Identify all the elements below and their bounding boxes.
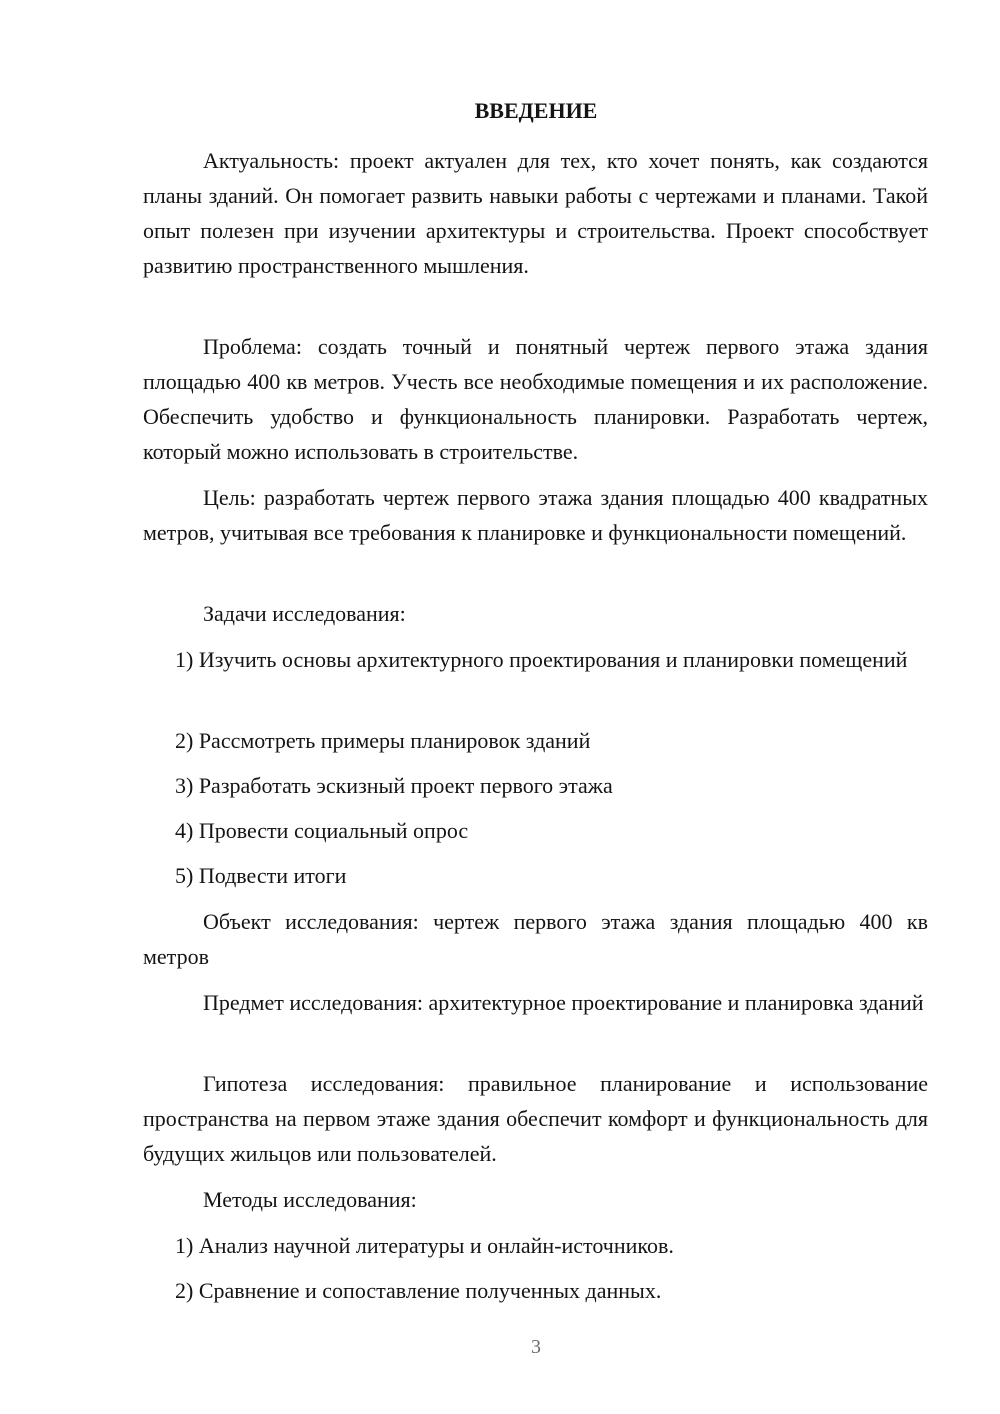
subject-paragraph: Предмет исследования: архитектурное проектирование и планировка зданий <box>203 990 924 1015</box>
task-item-3: 3) Разработать эскизный проект первого этажа <box>175 773 613 798</box>
problem-paragraph: Проблема: создать точный и понятный чертеж первого этажа здания площадью 400 кв метров. Учесть все необходимые помещения и их расположение. Обеспечить удобство и функциональность планировки. Разработать чертеж, который можно использовать в строительстве. <box>143 334 928 464</box>
page-number: 3 <box>531 1336 541 1358</box>
hypothesis-paragraph: Гипотеза исследования: правильное планирование и использование пространства на первом этаже здания обеспечит комфорт и функциональность для будущих жильцов или пользователей. <box>143 1071 928 1166</box>
task-item-4: 4) Провести социальный опрос <box>175 818 469 843</box>
section-heading: ВВЕДЕНИЕ <box>474 98 598 123</box>
task-item-5: 5) Подвести итоги <box>175 863 347 888</box>
goal-paragraph: Цель: разработать чертеж первого этажа здания площадью 400 квадратных метров, учитывая все требования к планировке и функциональности помещений. <box>143 485 928 545</box>
object-paragraph: Объект исследования: чертеж первого этажа здания площадью 400 кв метров <box>143 909 928 969</box>
method-item-1: 1) Анализ научной литературы и онлайн-источников. <box>175 1233 674 1258</box>
methods-intro: Методы исследования: <box>203 1187 417 1212</box>
task-item-1: 1) Изучить основы архитектурного проектирования и планировки помещений <box>175 647 908 672</box>
method-item-2: 2) Сравнение и сопоставление полученных данных. <box>175 1278 662 1303</box>
relevance-paragraph: Актуальность: проект актуален для тех, кто хочет понять, как создаются планы зданий. Он помогает развить навыки работы с чертежами и планами. Такой опыт полезен при изучении архитектуры и строительства. Проект способствует развитию пространственного мышления. <box>143 148 928 278</box>
tasks-intro: Задачи исследования: <box>203 601 406 626</box>
task-item-2: 2) Рассмотреть примеры планировок зданий <box>175 728 591 753</box>
